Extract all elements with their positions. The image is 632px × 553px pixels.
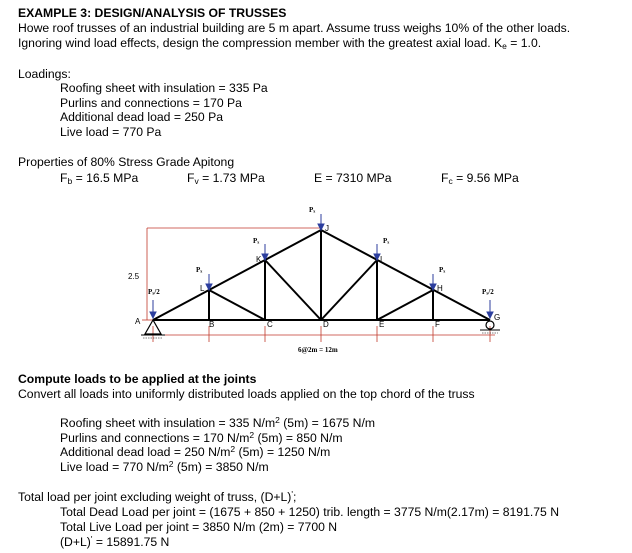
span-label: 6@2m = 12m [298,346,338,354]
span-marks [145,326,495,342]
load-label-g: Pₓ/2 [482,288,494,296]
total-live-load: Total Live Load per joint = 3850 N/m (2m) = 7700 N [60,520,338,534]
loadings-heading: Loadings: [18,67,71,81]
page-title: EXAMPLE 3: DESIGN/ANALYSIS OF TRUSSES [18,6,287,20]
joint-b: B [209,320,215,329]
total-heading: Total load per joint excluding weight of truss, (D+L)'; [18,489,297,504]
joint-d: D [323,320,329,329]
joint-e: E [379,320,385,329]
intro-line-1: Howe roof trusses of an industrial building are 5 m apart. Assume truss weighs 10% of the other loads. [18,21,571,35]
load-label-i: Pₓ [383,237,390,245]
height-label: 2.5 [128,272,140,281]
compute-heading: Compute loads to be applied at the joints [18,372,257,386]
loading-item: Live load = 770 Pa [60,125,162,139]
joint-j: J [325,224,329,233]
joint-i: I [380,255,383,264]
joint-l: L [200,284,205,293]
property-e: E = 7310 MPa [314,171,392,185]
joint-a: A [135,317,141,326]
properties-heading: Properties of 80% Stress Grade Apitong [18,155,235,169]
load-label-a: Pₓ/2 [148,288,160,296]
total-sum: (D+L)' = 15891.75 N [60,534,170,549]
loading-item: Additional dead load = 250 Pa [60,110,223,124]
verticals [209,230,433,320]
load-label-j: Pₓ [309,206,316,214]
load-label-h: Pₓ [439,266,446,274]
load-label-l: Pₓ [196,266,203,274]
joint-k: K [256,255,262,264]
property-fv: $F_v = 1.73$ MPa [187,171,265,186]
joint-f: F [435,320,440,329]
property-fb: $F_b = 16.5$ MPa [60,171,139,186]
top-chord-left [153,230,321,320]
top-chord-right [321,230,490,320]
intro-line-2: Ignoring wind load effects, design the compression member with the greatest axial load. $K_e = 1.0$. [18,36,542,51]
load-label-k: Pₓ [253,237,260,245]
compute-item: Roofing sheet with insulation = 335 $N/m^2$ (5m) = 1675 N/m [60,415,376,430]
compute-item: Purlins and connections = 170 $N/m^2$ (5m) = 850 N/m [60,430,343,445]
total-dead-load: Total Dead Load per joint = (1675 + 850 + 1250) trib. length = 3775 N/m(2.17m) = 8191.75 N [60,505,559,519]
loading-item: Roofing sheet with insulation = 335 Pa [60,81,268,95]
height-dimension [142,228,320,320]
loading-item: Purlins and connections = 170 Pa [60,96,242,110]
compute-item: Live load = 770 $N/m^2$ (5m) = 3850 N/m [60,459,269,474]
compute-subheading: Convert all loads into uniformly distributed loads applied on the top chord of the truss [18,387,475,401]
joint-g: G [494,313,501,322]
joint-c: C [267,320,273,329]
compute-item: Additional dead load = 250 $N/m^2$ (5m) = 1250 N/m [60,444,331,459]
joint-h: H [437,284,443,293]
property-fc: $F_c = 9.56$ MPa [441,171,519,186]
